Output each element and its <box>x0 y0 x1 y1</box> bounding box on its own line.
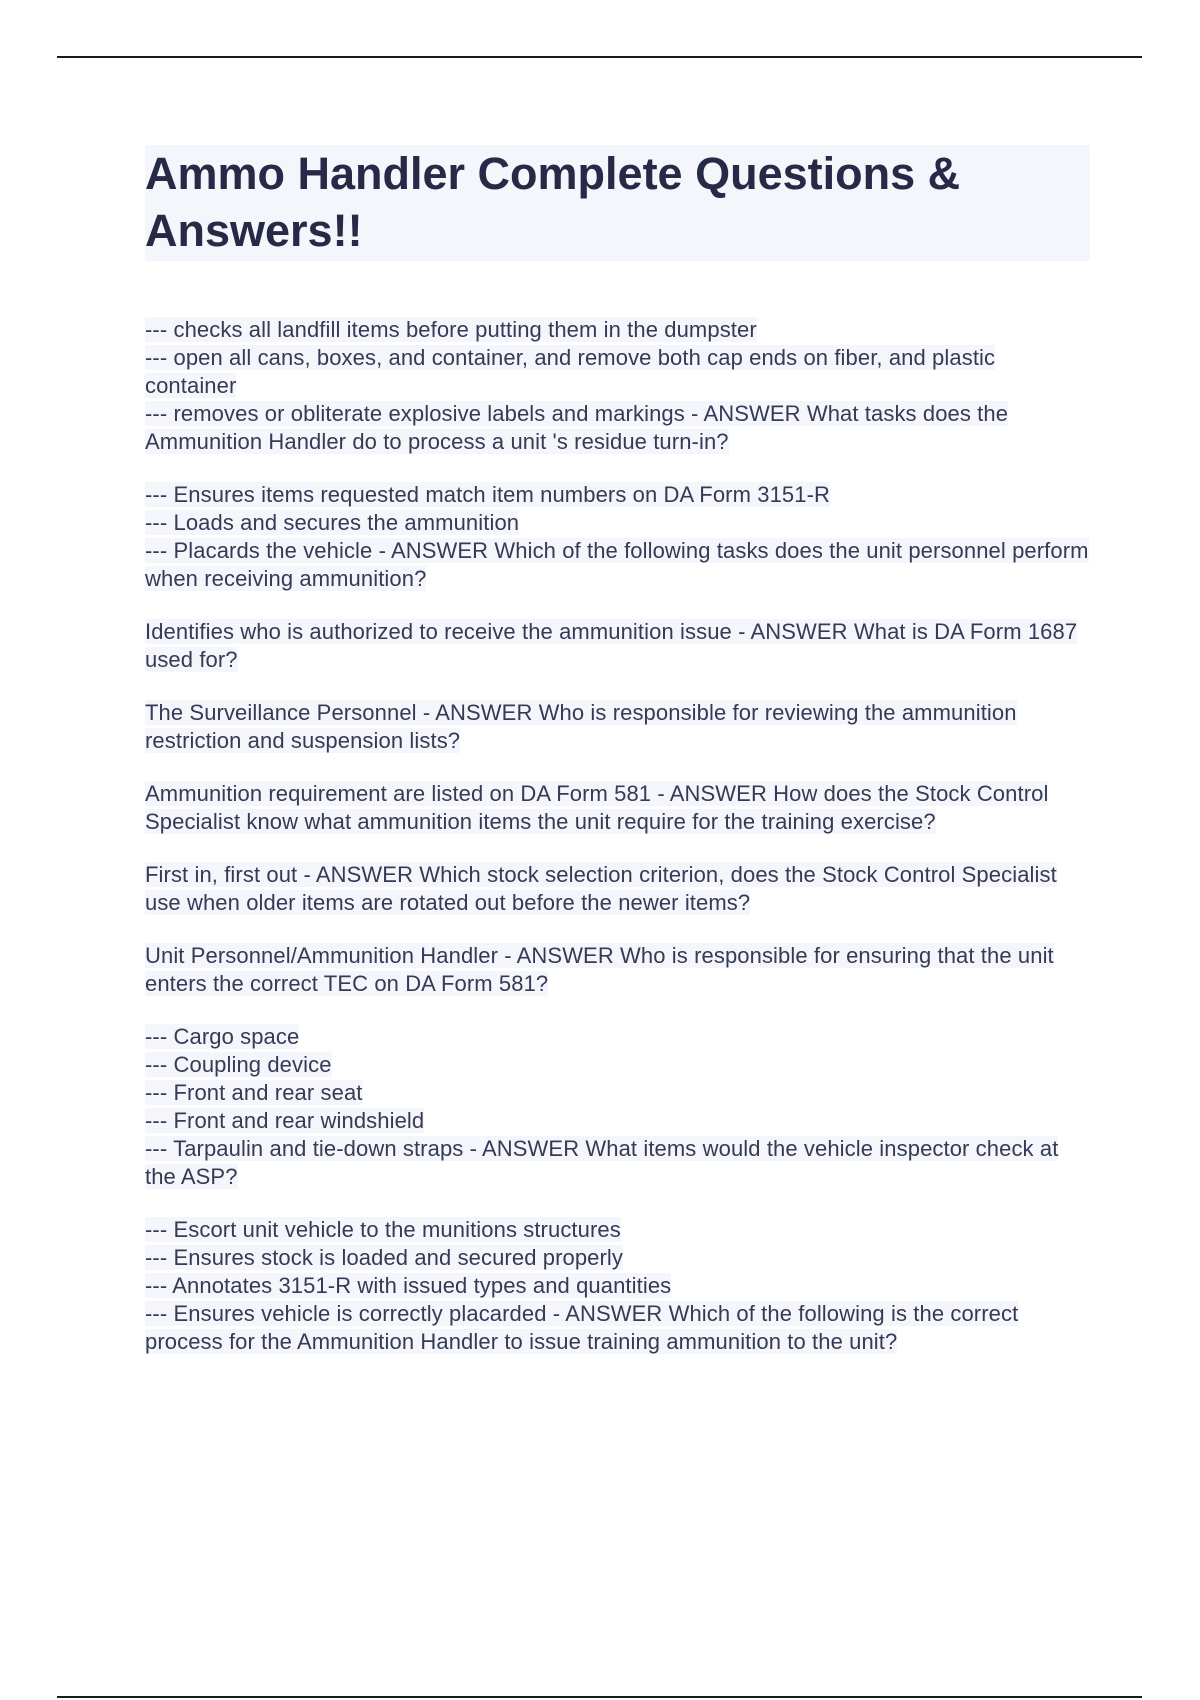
qa-line: Unit Personnel/Ammunition Handler - ANSWER Who is responsible for ensuring that the unit enters the correct TEC on DA Form 581? <box>145 943 1054 996</box>
qa-line: The Surveillance Personnel - ANSWER Who is responsible for reviewing the ammunition restriction and suspension lists? <box>145 700 1017 753</box>
qa-line: --- Loads and secures the ammunition <box>145 510 520 535</box>
qa-line: --- Ensures vehicle is correctly placarded - ANSWER Which of the following is the correct process for the Ammunition Handler to issue training ammunition to the unit? <box>145 1301 1019 1354</box>
qa-line: --- Ensures stock is loaded and secured properly <box>145 1245 624 1270</box>
document-body <box>145 145 1090 1381</box>
qa-line: --- Front and rear seat <box>145 1080 363 1105</box>
qa-line: --- Escort unit vehicle to the munitions structures <box>145 1217 621 1242</box>
qa-line: --- Tarpaulin and tie-down straps - ANSWER What items would the vehicle inspector check at the ASP? <box>145 1136 1059 1189</box>
qa-block-6 <box>145 861 1090 917</box>
qa-block-7 <box>145 942 1090 998</box>
qa-line: Ammunition requirement are listed on DA Form 581 - ANSWER How does the Stock Control Specialist know what ammunition items the unit require for the training exercise? <box>145 781 1049 834</box>
document-title: Ammo Handler Complete Questions & Answers!! <box>145 145 1090 261</box>
qa-line: --- Ensures items requested match item numbers on DA Form 3151-R <box>145 482 830 507</box>
qa-block-3 <box>145 618 1090 674</box>
qa-block-5 <box>145 780 1090 836</box>
qa-block-1 <box>145 316 1090 456</box>
qa-block-8 <box>145 1023 1090 1191</box>
qa-line: --- Coupling device <box>145 1052 332 1077</box>
qa-line: --- removes or obliterate explosive labels and markings - ANSWER What tasks does the Ammunition Handler do to process a unit 's residue turn-in? <box>145 401 1009 454</box>
qa-line: --- checks all landfill items before putting them in the dumpster <box>145 317 757 342</box>
qa-line: First in, first out - ANSWER Which stock selection criterion, does the Stock Control Specialist use when older items are rotated out before the newer items? <box>145 862 1057 915</box>
top-divider <box>57 56 1142 58</box>
qa-list <box>145 316 1090 1356</box>
qa-line: --- Cargo space <box>145 1024 300 1049</box>
qa-line: --- Front and rear windshield <box>145 1108 425 1133</box>
qa-line: --- Placards the vehicle - ANSWER Which of the following tasks does the unit personnel perform when receiving ammunition? <box>145 538 1089 591</box>
qa-line: Identifies who is authorized to receive the ammunition issue - ANSWER What is DA Form 1687 used for? <box>145 619 1078 672</box>
qa-block-9 <box>145 1216 1090 1356</box>
qa-block-2 <box>145 481 1090 593</box>
qa-line: --- open all cans, boxes, and container, and remove both cap ends on fiber, and plastic container <box>145 345 996 398</box>
qa-block-4 <box>145 699 1090 755</box>
qa-line: --- Annotates 3151-R with issued types and quantities <box>145 1273 672 1298</box>
bottom-divider <box>57 1696 1142 1698</box>
